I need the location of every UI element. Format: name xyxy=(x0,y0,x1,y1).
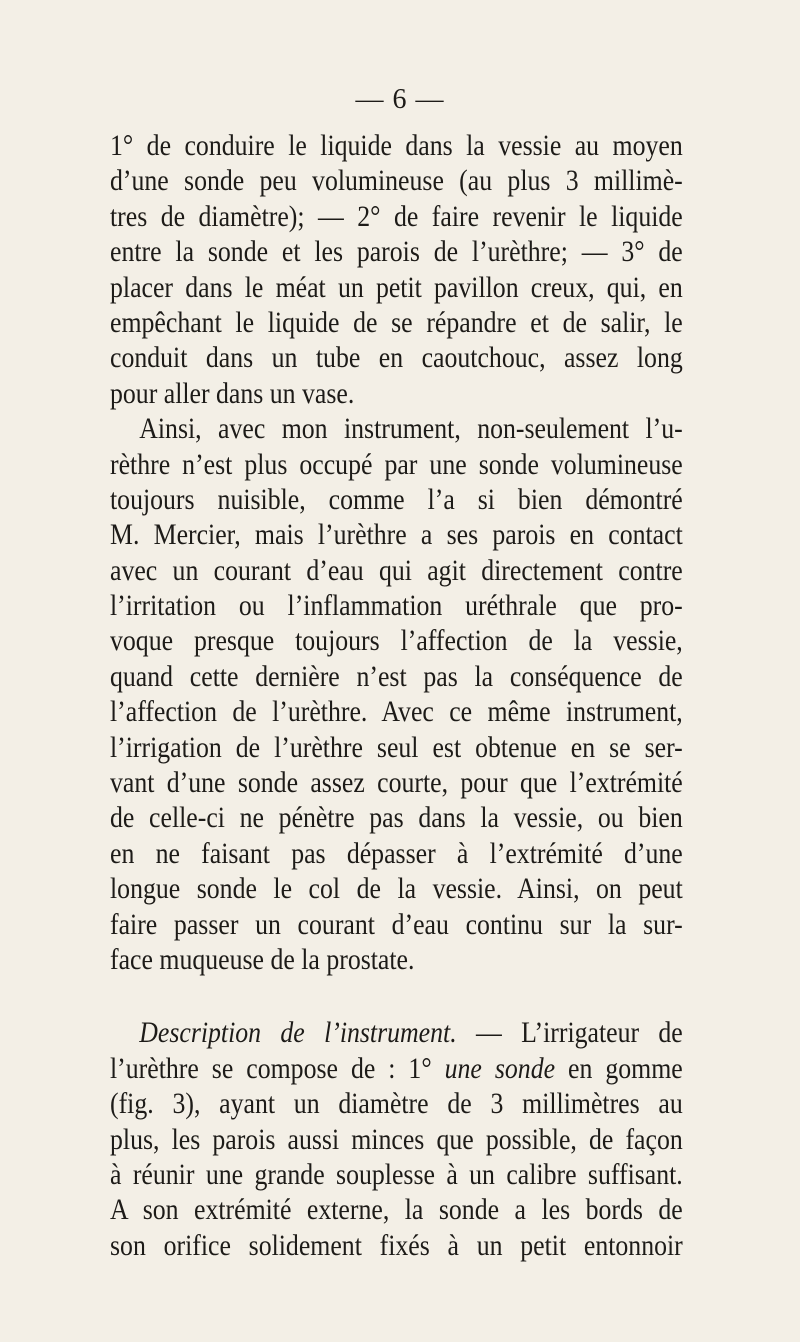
text-line: plus, les parois aussi minces que possible, de façon xyxy=(110,1122,683,1156)
text-line xyxy=(110,1015,683,1050)
text-line: conduit dans un tube en caoutchouc, assez long xyxy=(110,341,683,375)
text-line: d’une sonde peu volumineuse (au plus 3 millimè- xyxy=(110,164,683,198)
emphasis-term: une sonde xyxy=(444,1051,556,1085)
text-line: longue sonde le col de la vessie. Ainsi, on peut xyxy=(110,872,683,906)
text-line: en ne faisant pas dépasser à l’extrémité d’une xyxy=(110,836,683,870)
text-line: vant d’une sonde assez courte, pour que l’extrémité xyxy=(110,766,683,800)
text-line xyxy=(110,1051,683,1086)
text-line: A son extrémité externe, la sonde a les bords de xyxy=(110,1193,683,1227)
text-line: voque presque toujours l’affection de la vessie, xyxy=(110,624,683,658)
text-line: entre la sonde et les parois de l’urèthre; — 3° de xyxy=(110,235,683,269)
section-heading: Description de l’instrument. xyxy=(139,1016,457,1050)
text-line: rèthre n’est plus occupé par une sonde volumineuse xyxy=(110,447,683,481)
text-line: de celle-ci ne pénètre pas dans la vessie, ou bien xyxy=(110,801,683,835)
page-number: — 6 — xyxy=(355,84,445,115)
text-line: l’irrigation de l’urèthre seul est obtenue en se ser- xyxy=(110,730,683,764)
text-line: quand cette dernière n’est pas la conséquence de xyxy=(110,659,683,693)
text-run: l’urèthre se compose de : 1° xyxy=(110,1051,445,1085)
text-line: son orifice solidement fixés à un petit entonnoir xyxy=(110,1228,683,1262)
text-run: — L’irrigateur de xyxy=(456,1016,683,1050)
text-line: Ainsi, avec mon instrument, non-seulement l’u- xyxy=(139,412,683,446)
text-line: toujours nuisible, comme l’a si bien démontré xyxy=(110,482,683,516)
text-line: tres de diamètre); — 2° de faire revenir le liquide xyxy=(110,199,683,233)
text-line: placer dans le méat un petit pavillon creux, qui, en xyxy=(110,270,683,304)
text-line: avec un courant d’eau qui agit directement contre xyxy=(110,553,683,587)
text-line: empêchant le liquide de se répandre et de salir, le xyxy=(110,305,683,339)
body-text xyxy=(110,128,683,1263)
text-line: M. Mercier, mais l’urèthre a ses parois en contact xyxy=(110,518,683,552)
text-line: l’irritation ou l’inflammation uréthrale que pro- xyxy=(110,589,683,623)
text-line: à réunir une grande souplesse à un calibre suffisant. xyxy=(110,1157,683,1191)
text-line: face muqueuse de la prostate. xyxy=(110,942,415,976)
text-line: (fig. 3), ayant un diamètre de 3 millimètres au xyxy=(110,1087,683,1121)
text-line: 1° de conduire le liquide dans la vessie au moyen xyxy=(110,129,683,162)
text-line: pour aller dans un vase. xyxy=(110,376,355,410)
text-line: l’affection de l’urèthre. Avec ce même instrument, xyxy=(110,695,683,729)
text-run: en gomme xyxy=(555,1051,683,1085)
paragraph-gap xyxy=(110,977,683,1015)
text-line: faire passer un courant d’eau continu sur la sur- xyxy=(110,907,683,941)
